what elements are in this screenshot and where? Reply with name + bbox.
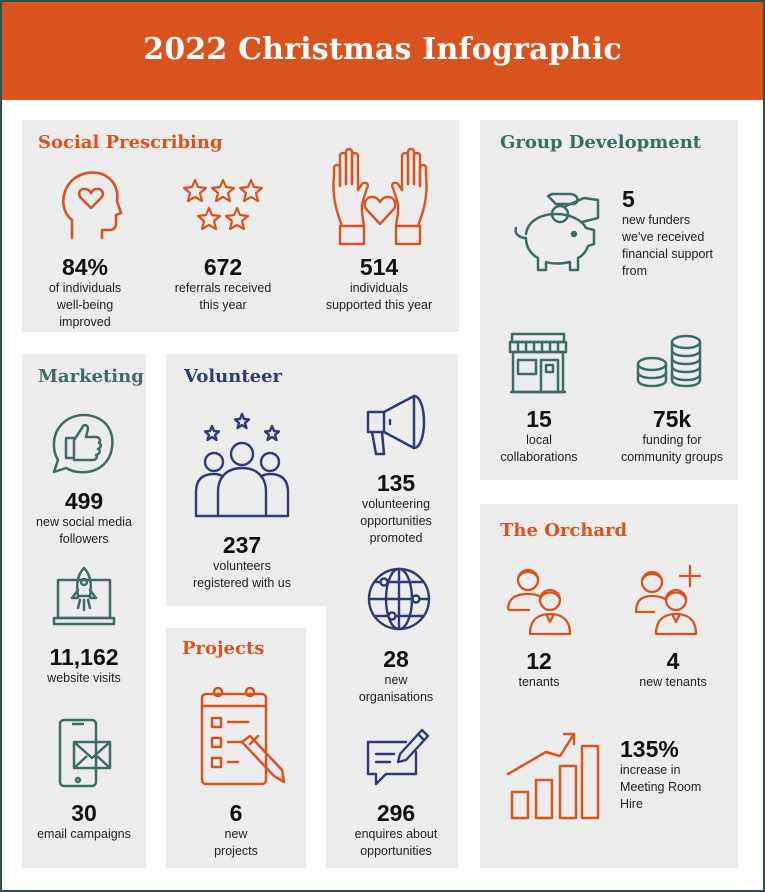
stat-value: 30 <box>71 800 97 826</box>
stat-label: new <box>384 673 408 687</box>
stat-email-campaigns <box>22 800 146 843</box>
page-title: 2022 Christmas Infographic <box>143 32 622 67</box>
megaphone-icon <box>364 390 428 460</box>
stat-label: community groups <box>620 450 724 464</box>
stat-label: projects <box>214 844 258 858</box>
stat-website-visits <box>22 644 146 687</box>
stat-label: well-being <box>56 298 114 312</box>
thumbs-up-icon <box>50 410 116 476</box>
stat-label: collaborations <box>500 450 578 464</box>
stat-label: registered with us <box>193 576 291 590</box>
stat-label: new social media <box>36 515 132 529</box>
section-title: The Orchard <box>500 520 628 541</box>
stat-value: 6 <box>229 800 243 826</box>
group-development-panel <box>480 120 738 480</box>
stat-label: increase in <box>620 763 681 777</box>
stat-label: improved <box>59 315 111 329</box>
stat-new-tenants <box>618 648 728 691</box>
marketing-panel <box>22 354 146 868</box>
stat-label: opportunities <box>360 514 432 528</box>
stat-label: supported this year <box>325 298 433 312</box>
raised-hands-heart-icon <box>330 146 430 246</box>
stat-value: 15 <box>526 406 552 432</box>
section-title: Social Prescribing <box>38 132 223 153</box>
stat-label: referrals received <box>174 281 272 295</box>
stars-icon <box>182 178 264 234</box>
stat-value: 514 <box>359 254 399 280</box>
stat-value: 12 <box>526 648 552 674</box>
tenants-icon <box>506 566 572 636</box>
stat-value: 135% <box>620 736 679 762</box>
stat-new-projects <box>166 800 306 860</box>
stat-label: enquires about <box>354 827 438 841</box>
stat-value: 84% <box>61 254 109 280</box>
phone-mail-icon <box>56 718 112 788</box>
stat-individuals <box>314 254 444 314</box>
stat-label: Hire <box>620 797 643 811</box>
stat-label: opportunities <box>360 844 432 858</box>
stat-label: new tenants <box>639 675 707 689</box>
globe-icon <box>366 566 432 632</box>
stat-label: new funders <box>622 213 691 227</box>
stat-funding <box>608 406 736 466</box>
stat-label: email campaigns <box>37 827 131 841</box>
stat-meeting-room <box>620 736 730 813</box>
stat-new-organisations <box>330 646 462 706</box>
volunteer-title: Volunteer <box>184 366 283 387</box>
stat-label: individuals <box>349 281 409 295</box>
stat-value: 11,162 <box>49 644 119 670</box>
stat-label: we've received <box>622 230 705 244</box>
piggy-bank-icon <box>508 192 602 274</box>
stat-volunteers <box>176 532 308 592</box>
stat-followers <box>22 488 146 548</box>
projects-panel <box>166 628 306 868</box>
clipboard-pencil-icon <box>198 686 286 786</box>
stat-label: tenants <box>518 675 560 689</box>
section-title: Group Development <box>500 132 702 153</box>
stat-funders <box>622 186 738 280</box>
stat-collaborations <box>488 406 590 466</box>
stat-value: 5 <box>622 186 635 212</box>
stat-label: volunteering <box>361 497 431 511</box>
stat-label: organisations <box>358 690 434 704</box>
stat-value: 4 <box>666 648 680 674</box>
chat-pen-icon <box>366 726 432 788</box>
stat-label: from <box>622 264 647 278</box>
stat-label: new <box>224 827 248 841</box>
stat-label: of individuals <box>48 281 122 295</box>
stat-tenants <box>490 648 588 691</box>
stat-value: 28 <box>383 646 409 672</box>
stat-label: promoted <box>369 531 423 545</box>
stat-label: this year <box>199 298 247 312</box>
group-stars-icon <box>194 412 290 518</box>
head-heart-icon <box>58 168 122 242</box>
stat-wellbeing <box>30 254 140 331</box>
stat-label: Meeting Room <box>620 780 702 794</box>
orchard-panel <box>480 504 738 868</box>
stat-label: volunteers <box>213 559 271 573</box>
growth-chart-icon <box>506 730 602 822</box>
stat-enquiries <box>330 800 462 860</box>
stat-value: 135 <box>376 470 416 496</box>
header-banner <box>2 2 763 100</box>
stat-referrals <box>162 254 284 314</box>
stat-label: local <box>526 433 552 447</box>
stat-value: 237 <box>222 532 262 558</box>
stat-label: followers <box>59 532 109 546</box>
stat-label: funding for <box>642 433 702 447</box>
stat-value: 672 <box>203 254 243 280</box>
section-title: Marketing <box>38 366 144 387</box>
shop-icon <box>508 332 568 394</box>
add-tenants-icon <box>634 564 704 636</box>
stat-value: 75k <box>652 406 692 432</box>
stat-label: financial support <box>622 247 714 261</box>
stat-label: website visits <box>47 671 121 685</box>
laptop-rocket-icon <box>52 566 116 630</box>
section-title: Projects <box>182 638 265 659</box>
social-prescribing-panel <box>22 120 459 332</box>
coins-icon <box>636 334 704 390</box>
stat-opportunities-promoted <box>330 470 462 547</box>
stat-value: 296 <box>376 800 416 826</box>
stat-value: 499 <box>64 488 104 514</box>
